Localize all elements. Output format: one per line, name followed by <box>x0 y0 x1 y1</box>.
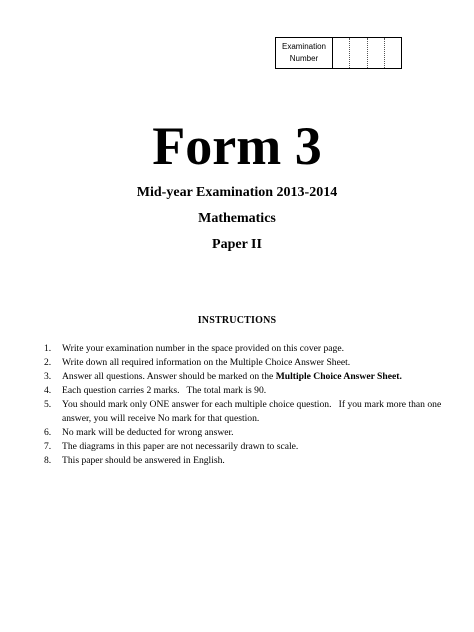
instruction-text: Write your examination number in the space provided on this cover page. <box>62 343 345 354</box>
examination-number-cell[interactable] <box>333 38 350 68</box>
instruction-item <box>44 356 464 370</box>
instruction-text-wrapper <box>62 370 464 384</box>
instruction-number: 2. <box>44 357 52 368</box>
instruction-number: 1. <box>44 343 52 354</box>
instruction-number: 4. <box>44 385 52 396</box>
instruction-number: 3. <box>44 371 52 382</box>
instruction-text: Answer all questions. Answer should be marked on the <box>62 371 276 382</box>
subject-name: Mathematics <box>198 211 276 226</box>
instructions-heading: INSTRUCTIONS <box>197 315 277 326</box>
form-title: Form 3 <box>152 116 322 176</box>
instruction-text: No mark will be deducted for wrong answer. <box>62 427 234 438</box>
exam-name: Mid-year Examination 2013-2014 <box>136 185 338 200</box>
instruction-item <box>44 440 464 454</box>
instruction-text: You should mark only ONE answer for each multiple choice question. If you mark more than one answer, you will receive No mark for that question. <box>62 399 444 424</box>
examination-label-line2: Number <box>289 54 319 63</box>
examination-number-box <box>275 37 402 69</box>
instruction-text: Each question carries 2 marks. The total mark is 90. <box>62 385 267 396</box>
instruction-item <box>44 398 464 426</box>
instruction-number: 5. <box>44 399 52 410</box>
instruction-bold-text: Multiple Choice Answer Sheet. <box>275 371 402 382</box>
instruction-item <box>44 426 464 440</box>
instruction-item <box>44 384 464 398</box>
instruction-item <box>44 370 464 384</box>
examination-number-cell[interactable] <box>350 38 367 68</box>
instruction-text: This paper should be answered in English. <box>62 455 225 466</box>
examination-number-cell[interactable] <box>368 38 385 68</box>
instruction-number: 7. <box>44 441 52 452</box>
instruction-text: Write down all required information on the Multiple Choice Answer Sheet. <box>62 357 351 368</box>
examination-number-cell[interactable] <box>385 38 401 68</box>
paper-name: Paper II <box>212 237 262 252</box>
examination-number-label <box>276 38 333 68</box>
instruction-item <box>44 342 464 356</box>
instruction-text: The diagrams in this paper are not necessarily drawn to scale. <box>62 441 299 452</box>
instruction-item <box>44 454 464 468</box>
instruction-number: 8. <box>44 455 52 466</box>
instructions-list <box>44 342 464 468</box>
examination-label-line1: Examination <box>281 42 327 51</box>
instruction-number: 6. <box>44 427 52 438</box>
